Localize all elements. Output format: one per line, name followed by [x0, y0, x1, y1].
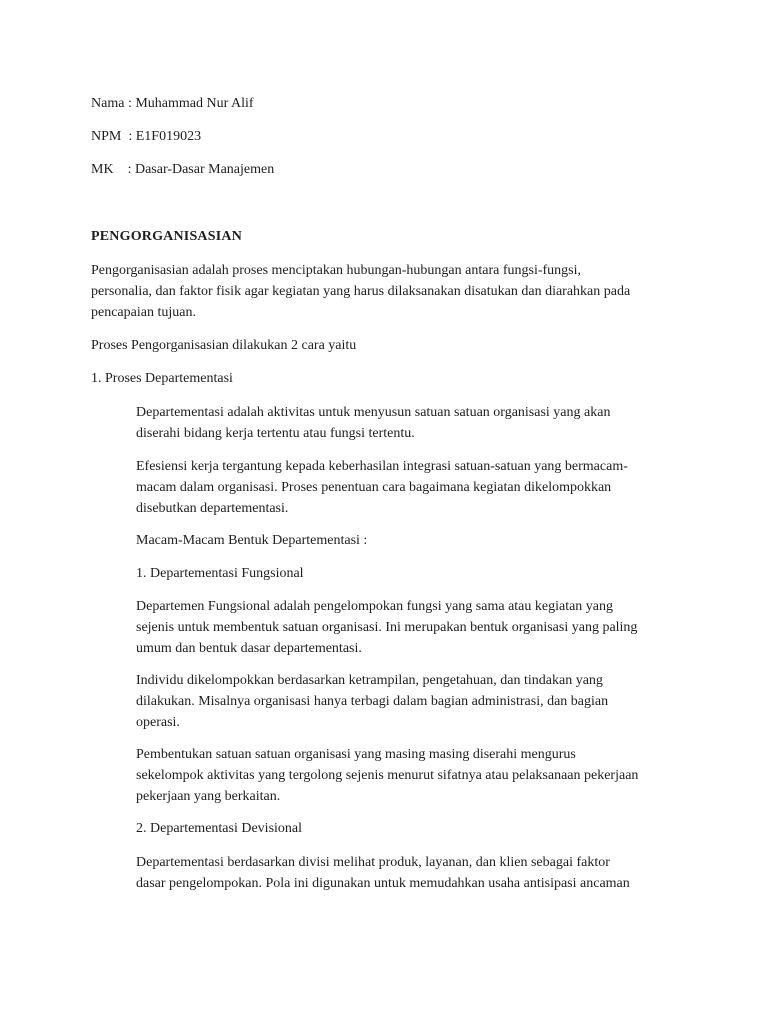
npm-label: NPM — [91, 129, 122, 144]
paragraph-line: Pembentukan satuan satuan organisasi yang masing masing diserahi mengurus — [136, 747, 576, 762]
individu-paragraph — [136, 670, 676, 733]
pembentukan-paragraph — [136, 744, 676, 807]
paragraph-line: Efesiensi kerja tergantung kepada keberhasilan integrasi satuan-satuan yang bermacam- — [136, 459, 628, 474]
name-label: Nama — [91, 96, 125, 111]
section-title: PENGORGANISASIAN — [91, 229, 242, 244]
npm-value: E1F019023 — [135, 129, 202, 144]
paragraph-line: Departementasi berdasarkan divisi melihat produk, layanan, dan klien sebagai faktor — [136, 855, 610, 870]
intro-line: Pengorganisasian adalah proses menciptakan hubungan-hubungan antara fungsi-fungsi, — [91, 263, 581, 278]
paragraph-line: pekerjaan yang berkaitan. — [136, 789, 281, 804]
departementasi-definition — [136, 402, 676, 444]
paragraph-line: dasar pengelompokan. Pola ini digunakan untuk memudahkan usaha antisipasi ancaman — [136, 876, 630, 891]
macam-heading: Macam-Macam Bentuk Departementasi : — [136, 533, 368, 548]
name-value: Muhammad Nur Alif — [135, 96, 254, 111]
intro-line: pencapaian tujuan. — [91, 305, 196, 320]
efisiensi-paragraph — [136, 456, 676, 519]
fungsional-paragraph — [136, 596, 676, 659]
intro-line: personalia, dan faktor fisik agar kegiatan yang harus dilaksanakan disatukan dan diarahkan pada — [91, 284, 631, 299]
mk-separator: : — [113, 162, 135, 177]
paragraph-line: Departemen Fungsional adalah pengelompokan fungsi yang sama atau kegiatan yang — [136, 599, 614, 614]
paragraph-line: disebutkan departementasi. — [136, 501, 289, 516]
header-mk-row — [91, 159, 691, 180]
paragraph-line: umum dan bentuk dasar departementasi. — [136, 641, 362, 656]
item-1-heading: 1. Proses Departementasi — [91, 371, 233, 386]
intro-paragraph — [91, 260, 691, 323]
header-name-row — [91, 93, 691, 114]
header-npm-row — [91, 126, 691, 147]
devisional-paragraph — [136, 852, 676, 894]
paragraph-line: operasi. — [136, 715, 180, 730]
mk-value: Dasar-Dasar Manajemen — [134, 162, 275, 177]
process-intro: Proses Pengorganisasian dilakukan 2 cara yaitu — [91, 338, 357, 353]
name-separator: : — [124, 96, 136, 111]
sub-2-heading: 2. Departementasi Devisional — [136, 821, 303, 836]
paragraph-line: Departementasi adalah aktivitas untuk menyusun satuan satuan organisasi yang akan — [136, 405, 611, 420]
paragraph-line: sekelompok aktivitas yang tergolong sejenis menurut sifatnya atau pelaksanaan pekerjaan — [136, 768, 639, 783]
mk-label: MK — [91, 162, 114, 177]
paragraph-line: diserahi bidang kerja tertentu atau fungsi tertentu. — [136, 426, 415, 441]
paragraph-line: macam dalam organisasi. Proses penentuan cara bagaimana kegiatan dikelompokkan — [136, 480, 612, 495]
sub-1-heading: 1. Departementasi Fungsional — [136, 566, 304, 581]
paragraph-line: sejenis untuk membentuk satuan organisasi. Ini merupakan bentuk organisasi yang paling — [136, 620, 638, 635]
paragraph-line: Individu dikelompokkan berdasarkan ketrampilan, pengetahuan, dan tindakan yang — [136, 673, 603, 688]
paragraph-line: dilakukan. Misalnya organisasi hanya terbagi dalam bagian administrasi, dan bagian — [136, 694, 609, 709]
npm-separator: : — [121, 129, 136, 144]
